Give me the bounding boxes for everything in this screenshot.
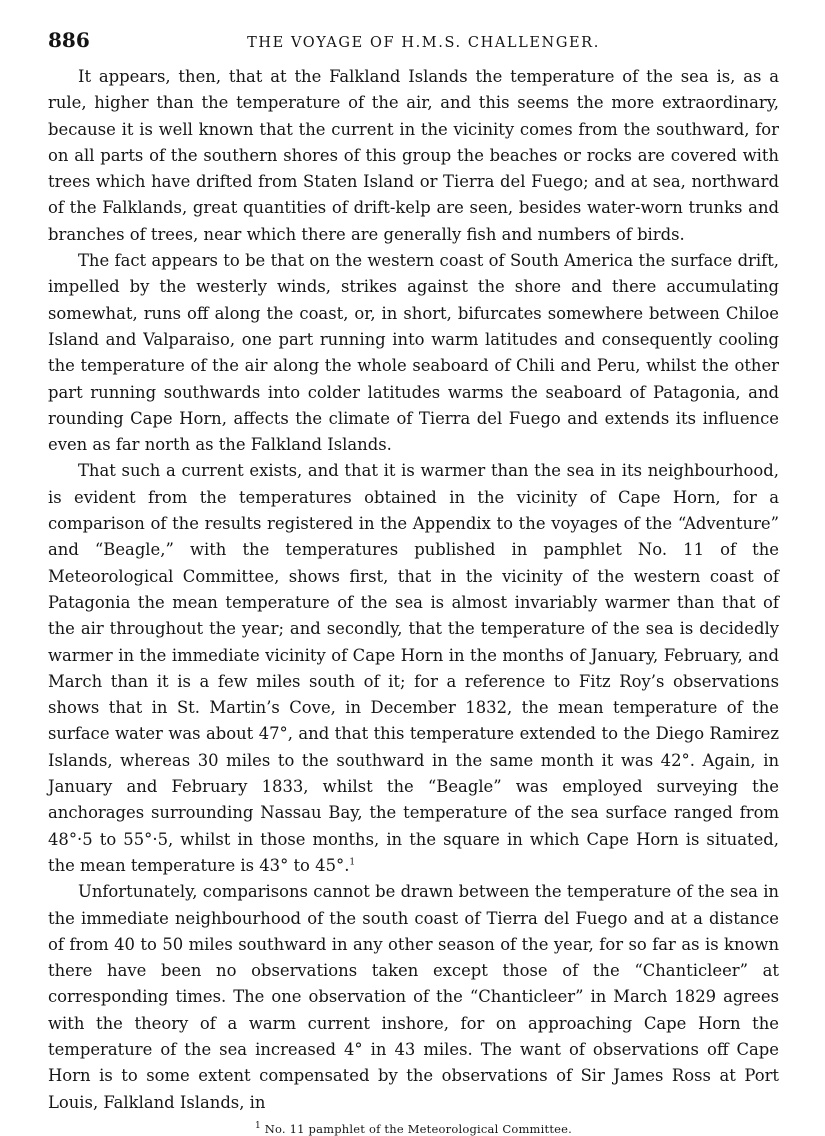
paragraph: It appears, then, that at the Falkland Islands the temperature of the sea is, as a rule, higher than the temperature of the air, and this seems the more extraordinary, because it is well known that the current in the vicinity comes from the southward, for on all parts of the southern shores of this group the beaches or rocks are covered with trees which have drifted from Staten Island or Tierra del Fuego; and at sea, northward of the Falklands, great quantities of drift-kelp are seen, besides water-worn trunks and branches of trees, near which there are generally fish and numbers of birds. [48, 67, 779, 244]
page-number: 886 [48, 28, 90, 52]
paragraph: The fact appears to be that on the western coast of South America the surface drift, impelled by the westerly winds, strikes against the shore and there accumulating somewhat, runs off along the coast, or, in short, bifurcates somewhere between Chiloe Island and Valparaiso, one part running into warm latitudes and consequently cooling the temperature of the air along the whole seaboard of Chili and Peru, whilst the other part running southwards into colder latitudes warms the seaboard of Patagonia, and rounding Cape Horn, affects the climate of Tierra del Fuego and extends its influence even as far north as the Falkland Islands. [48, 251, 779, 455]
footnote-reference: 1 [349, 857, 356, 868]
footnote-text: No. 11 pamphlet of the Meteorological Committee. [264, 1121, 573, 1136]
paragraph-text: That such a current exists, and that it is warmer than the sea in its neighbourhood, is evident from the temperatures obtained in the vicinity of Cape Horn, for a comparison of the results registered in the Appendix to the voyages of the “Adventure” and “Beagle,” with the temperatures published in pamphlet No. 11 of the Meteorological Committee, shows first, that in the vicinity of the western coast of Patagonia the mean temperature of the sea is almost invariably warmer than that of the air throughout the year; and secondly, that the temperature of the sea is decidedly warmer in the immediate vicinity of Cape Horn in the months of January, February, and March than it is a few miles south of it; for a reference to Fitz Roy’s observations shows that in St. Martin’s Cove, in December 1832, the mean temperature of the surface water was about 47°, and that this temperature extended to the Diego Ramirez Islands, whereas 30 miles to the southward in the same month it was 42°. Again, in January and February 1833, whilst the “Beagle” was employed surveying the anchorages surrounding Nassau Bay, the temperature of the sea surface ranged from 48°·5 to 55°·5, whilst in those months, in the square in which Cape Horn is situated, the mean temperature is 43° to 45°. [48, 461, 779, 875]
footnote-marker: 1 [254, 1121, 261, 1132]
paragraph [48, 458, 779, 879]
page-header [48, 28, 779, 64]
body-text [48, 64, 779, 1116]
paragraph: Unfortunately, comparisons cannot be drawn between the temperature of the sea in the immediate neighbourhood of the south coast of Tierra del Fuego and at a distance of from 40 to 50 miles southward in any other season of the year, for so far as is known there have been no observations taken except those of the “Chanticleer” at corresponding times. The one observation of the “Chanticleer” in March 1829 agrees with the theory of a warm current inshore, for on approaching Cape Horn the temperature of the sea increased 4° in 43 miles. The want of observations off Cape Horn is to some extent compensated by the observations of Sir James Ross at Port Louis, Falkland Islands, in [48, 882, 779, 1112]
running-title: THE VOYAGE OF H.M.S. CHALLENGER. [247, 35, 600, 51]
footnote [48, 1122, 779, 1136]
